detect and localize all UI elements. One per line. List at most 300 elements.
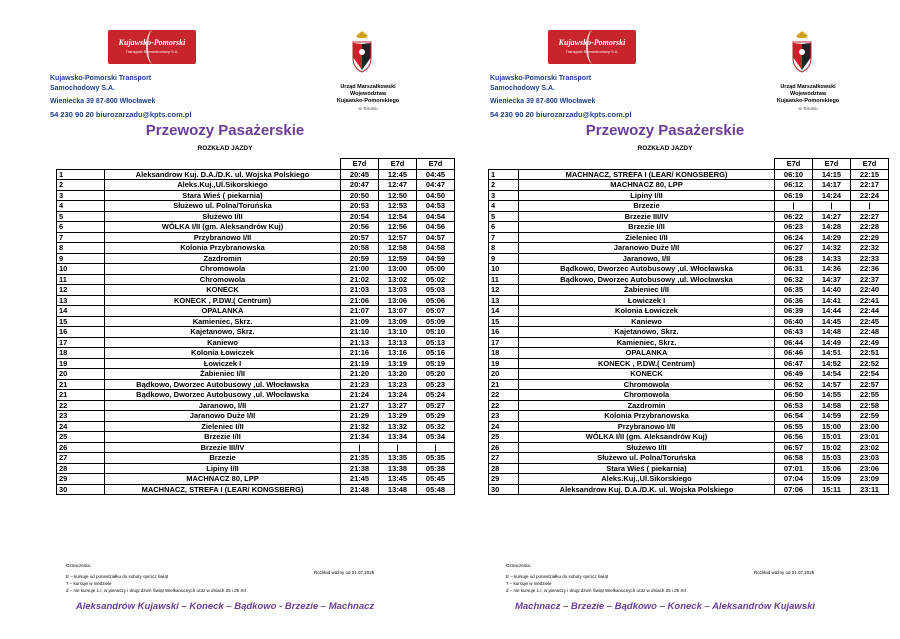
departure-time: 22:44 bbox=[851, 306, 889, 317]
departure-time: 06:54 bbox=[775, 411, 813, 422]
stop-number: 9 bbox=[489, 253, 519, 264]
departure-time: 05:09 bbox=[417, 316, 455, 327]
stop-number: 18 bbox=[489, 348, 519, 359]
stop-number: 14 bbox=[489, 306, 519, 317]
stop-number: 18 bbox=[57, 348, 105, 359]
stop-name: WÓLKA I/II (gm. Aleksandrów Kuj) bbox=[519, 432, 775, 443]
table-row bbox=[489, 432, 889, 443]
stop-number: 13 bbox=[489, 295, 519, 306]
stop-number: 4 bbox=[489, 201, 519, 212]
stop-name: Chromowola bbox=[519, 379, 775, 390]
departure-time: 20:47 bbox=[341, 180, 379, 191]
departure-time: | bbox=[379, 442, 417, 453]
departure-time: 06:36 bbox=[775, 295, 813, 306]
table-row bbox=[489, 484, 889, 495]
timetable-page-return bbox=[450, 0, 880, 639]
departure-time: 06:32 bbox=[775, 274, 813, 285]
departure-time: 14:45 bbox=[813, 316, 851, 327]
stop-name: Służewo ul. Polna/Toruńska bbox=[105, 201, 341, 212]
departure-time: 14:40 bbox=[813, 285, 851, 296]
company-logo: Kujawsko-Pomorski Transport Samochodowy S.A. bbox=[548, 30, 636, 64]
stop-number: 4 bbox=[57, 201, 105, 212]
table-row bbox=[489, 358, 889, 369]
timetable-table bbox=[56, 158, 455, 495]
departure-time: 21:03 bbox=[341, 285, 379, 296]
stop-number: 1 bbox=[489, 169, 519, 180]
departure-time: 05:38 bbox=[417, 463, 455, 474]
stop-number: 29 bbox=[489, 474, 519, 485]
stop-number: 12 bbox=[489, 285, 519, 296]
departure-time: 21:07 bbox=[341, 306, 379, 317]
page-title: Przewozy Pasażerskie bbox=[145, 122, 305, 139]
departure-time: 14:32 bbox=[813, 243, 851, 254]
stop-number: 2 bbox=[489, 180, 519, 191]
departure-time: 23:03 bbox=[851, 453, 889, 464]
stop-number: 11 bbox=[57, 274, 105, 285]
company-name: Kujawsko-Pomorski Transport Samochodowy S.A. bbox=[50, 75, 152, 92]
departure-time: 05:27 bbox=[417, 400, 455, 411]
departure-time: 14:24 bbox=[813, 190, 851, 201]
stop-number: 22 bbox=[489, 390, 519, 401]
departure-time: 14:54 bbox=[813, 369, 851, 380]
departure-time: 21:35 bbox=[341, 453, 379, 464]
departure-time: 14:51 bbox=[813, 348, 851, 359]
stop-number: 21 bbox=[489, 379, 519, 390]
departure-time: 05:02 bbox=[417, 274, 455, 285]
table-row bbox=[489, 274, 889, 285]
table-row bbox=[489, 211, 889, 222]
departure-time: 13:23 bbox=[379, 379, 417, 390]
page-subtitle: ROZKŁAD JAZDY bbox=[197, 145, 253, 152]
departure-time: 15:09 bbox=[813, 474, 851, 485]
stop-name: Brzezie I/II bbox=[519, 222, 775, 233]
departure-time: 22:45 bbox=[851, 316, 889, 327]
stop-name: Brzezie bbox=[519, 201, 775, 212]
departure-time: 22:24 bbox=[851, 190, 889, 201]
departure-time: | bbox=[851, 201, 889, 212]
stop-name: KONECK bbox=[519, 369, 775, 380]
departure-time: 21:38 bbox=[341, 463, 379, 474]
departure-time: 13:07 bbox=[379, 306, 417, 317]
validity-note: Rozkład ważny od 01.07.2025 bbox=[754, 570, 815, 575]
departure-time: 13:09 bbox=[379, 316, 417, 327]
stop-number: 7 bbox=[489, 232, 519, 243]
departure-time: 22:54 bbox=[851, 369, 889, 380]
departure-time: 21:13 bbox=[341, 337, 379, 348]
stop-number: 27 bbox=[489, 453, 519, 464]
departure-time: 05:07 bbox=[417, 306, 455, 317]
stop-number: 11 bbox=[489, 274, 519, 285]
route-name: Machnacz – Brzezie – Bądkowo – Koneck – Aleksandrów Kujawski bbox=[514, 601, 816, 612]
departure-time: 22:59 bbox=[851, 411, 889, 422]
stop-number: 24 bbox=[57, 421, 105, 432]
departure-time: 06:40 bbox=[775, 316, 813, 327]
departure-time: 06:46 bbox=[775, 348, 813, 359]
departure-time: 06:19 bbox=[775, 190, 813, 201]
departure-time: 14:44 bbox=[813, 306, 851, 317]
departure-time: 12:45 bbox=[379, 169, 417, 180]
departure-time: 20:58 bbox=[341, 243, 379, 254]
departure-time: 06:57 bbox=[775, 442, 813, 453]
stop-number: 10 bbox=[57, 264, 105, 275]
departure-time: | bbox=[813, 201, 851, 212]
departure-time: 22:37 bbox=[851, 274, 889, 285]
stop-number: 20 bbox=[489, 369, 519, 380]
departure-time: 13:32 bbox=[379, 421, 417, 432]
table-row bbox=[489, 253, 889, 264]
table-row bbox=[57, 421, 455, 432]
departure-time: 15:01 bbox=[813, 432, 851, 443]
stop-number: 26 bbox=[57, 442, 105, 453]
departure-time: 05:29 bbox=[417, 411, 455, 422]
table-row bbox=[489, 421, 889, 432]
stop-name: MACHNACZ, STREFA I (LEAR/ KONGSBERG) bbox=[519, 169, 775, 180]
departure-time: 13:38 bbox=[379, 463, 417, 474]
page-subtitle: ROZKŁAD JAZDY bbox=[637, 145, 693, 152]
departure-time: 22:28 bbox=[851, 222, 889, 233]
stop-name: Brzezie III/IV bbox=[519, 211, 775, 222]
departure-time: 06:31 bbox=[775, 264, 813, 275]
departure-time: 13:24 bbox=[379, 390, 417, 401]
table-row bbox=[489, 190, 889, 201]
table-row bbox=[57, 400, 455, 411]
departure-time: 12:50 bbox=[379, 190, 417, 201]
departure-time: 13:06 bbox=[379, 295, 417, 306]
timetable-table bbox=[488, 158, 889, 495]
departure-time: 06:12 bbox=[775, 180, 813, 191]
departure-time: 21:16 bbox=[341, 348, 379, 359]
stop-number: 29 bbox=[57, 474, 105, 485]
stop-name: Żabieniec I/II bbox=[519, 285, 775, 296]
validity-note: Rozkład ważny od 01.07.2025 bbox=[314, 570, 375, 575]
departure-time: 05:23 bbox=[417, 379, 455, 390]
departure-time: 06:52 bbox=[775, 379, 813, 390]
stop-number: 25 bbox=[489, 432, 519, 443]
table-row bbox=[57, 474, 455, 485]
table-row bbox=[57, 180, 455, 191]
table-row bbox=[57, 264, 455, 275]
stop-number: 6 bbox=[57, 222, 105, 233]
departure-time: 13:19 bbox=[379, 358, 417, 369]
departure-time: 14:49 bbox=[813, 337, 851, 348]
table-row bbox=[489, 337, 889, 348]
stop-name: Stara Wieś ( piekarnia) bbox=[519, 463, 775, 474]
stop-number: 8 bbox=[489, 243, 519, 254]
stop-number: 19 bbox=[489, 358, 519, 369]
departure-time: 12:57 bbox=[379, 232, 417, 243]
departure-time: 20:59 bbox=[341, 253, 379, 264]
departure-time: 22:52 bbox=[851, 358, 889, 369]
departure-time: 23:02 bbox=[851, 442, 889, 453]
stop-number: 10 bbox=[489, 264, 519, 275]
departure-time: 07:01 bbox=[775, 463, 813, 474]
departure-time: 06:56 bbox=[775, 432, 813, 443]
stop-number: 14 bbox=[57, 306, 105, 317]
departure-time: 20:54 bbox=[341, 211, 379, 222]
table-row bbox=[489, 201, 889, 212]
departure-time: 21:27 bbox=[341, 400, 379, 411]
stop-number: 28 bbox=[489, 463, 519, 474]
departure-time: 14:57 bbox=[813, 379, 851, 390]
departure-time: 14:17 bbox=[813, 180, 851, 191]
page-title: Przewozy Pasażerskie bbox=[585, 122, 745, 139]
stop-name: Bądkowo, Dworzec Autobusowy ,ul. Włocławska bbox=[105, 379, 341, 390]
stop-name: Łowiczek I bbox=[519, 295, 775, 306]
table-row bbox=[57, 369, 455, 380]
table-row bbox=[57, 358, 455, 369]
departure-time: 14:52 bbox=[813, 358, 851, 369]
table-row bbox=[489, 390, 889, 401]
table-row bbox=[57, 379, 455, 390]
stop-number: 5 bbox=[57, 211, 105, 222]
stop-name: Kaniewo bbox=[105, 337, 341, 348]
column-header: E7d bbox=[341, 159, 379, 170]
table-row bbox=[57, 211, 455, 222]
stop-name: Jaranowo Duże I/II bbox=[105, 411, 341, 422]
departure-time: 21:34 bbox=[341, 432, 379, 443]
table-row bbox=[57, 337, 455, 348]
departure-time: 12:59 bbox=[379, 253, 417, 264]
stop-name: Aleks.Kuj.,Ul.Sikorskiego bbox=[105, 180, 341, 191]
departure-time: 06:22 bbox=[775, 211, 813, 222]
stop-name: Kamieniec, Skrz. bbox=[105, 316, 341, 327]
departure-time: 04:54 bbox=[417, 211, 455, 222]
route-name: Aleksandrów Kujawski – Koneck – Bądkowo - Brzezie – Machnacz bbox=[75, 601, 375, 612]
table-row bbox=[489, 442, 889, 453]
stop-name: Kolonia Przybranowska bbox=[105, 243, 341, 254]
departure-time: 22:41 bbox=[851, 295, 889, 306]
table-row bbox=[57, 274, 455, 285]
table-row bbox=[489, 243, 889, 254]
stop-number: 6 bbox=[489, 222, 519, 233]
column-header: E7d bbox=[813, 159, 851, 170]
stop-name: Kajetanowo, Skrz. bbox=[105, 327, 341, 338]
departure-time: 06:43 bbox=[775, 327, 813, 338]
departure-time: 07:06 bbox=[775, 484, 813, 495]
table-row bbox=[57, 463, 455, 474]
departure-time: 22:48 bbox=[851, 327, 889, 338]
departure-time: 05:00 bbox=[417, 264, 455, 275]
table-row bbox=[489, 295, 889, 306]
departure-time: 04:53 bbox=[417, 201, 455, 212]
stop-number: 16 bbox=[489, 327, 519, 338]
stop-name: Aleksandrow Kuj. D.A./D.K. ul. Wojska Polskiego bbox=[105, 169, 341, 180]
stop-name: Brzezie I/II bbox=[105, 432, 341, 443]
stop-number: 28 bbox=[57, 463, 105, 474]
departure-time: 04:57 bbox=[417, 232, 455, 243]
stop-number: 17 bbox=[489, 337, 519, 348]
departure-time: 21:19 bbox=[341, 358, 379, 369]
departure-time: 04:45 bbox=[417, 169, 455, 180]
departure-time: 22:51 bbox=[851, 348, 889, 359]
departure-time: 05:19 bbox=[417, 358, 455, 369]
departure-time: 21:45 bbox=[341, 474, 379, 485]
stop-number: 26 bbox=[489, 442, 519, 453]
stop-number: 21 bbox=[57, 390, 105, 401]
departure-time: 13:34 bbox=[379, 432, 417, 443]
company-contact: 54 230 90 20 biurozarzadu@kpts.com.pl bbox=[50, 110, 192, 119]
table-row bbox=[57, 222, 455, 233]
departure-time: 06:24 bbox=[775, 232, 813, 243]
departure-time: 04:47 bbox=[417, 180, 455, 191]
stop-number: 24 bbox=[489, 421, 519, 432]
departure-time: 06:53 bbox=[775, 400, 813, 411]
departure-time: 05:34 bbox=[417, 432, 455, 443]
departure-time: 14:59 bbox=[813, 411, 851, 422]
departure-time: 05:24 bbox=[417, 390, 455, 401]
table-row bbox=[489, 348, 889, 359]
departure-time: 21:02 bbox=[341, 274, 379, 285]
departure-time: 21:23 bbox=[341, 379, 379, 390]
stop-name: Bądkowo, Dworzec Autobusowy ,ul. Włocławska bbox=[105, 390, 341, 401]
departure-time: 12:47 bbox=[379, 180, 417, 191]
table-row bbox=[57, 169, 455, 180]
table-row bbox=[57, 253, 455, 264]
stop-name: Lipiny I/II bbox=[519, 190, 775, 201]
departure-time: 05:13 bbox=[417, 337, 455, 348]
departure-time: 22:55 bbox=[851, 390, 889, 401]
departure-time: 14:48 bbox=[813, 327, 851, 338]
stop-name: Kolonia Łowiczek bbox=[519, 306, 775, 317]
stop-number: 22 bbox=[489, 400, 519, 411]
table-row bbox=[57, 442, 455, 453]
departure-time: 21:48 bbox=[341, 484, 379, 495]
departure-time: 14:55 bbox=[813, 390, 851, 401]
departure-time: 13:03 bbox=[379, 285, 417, 296]
company-contact: 54 230 90 20 biurozarzadu@kpts.com.pl bbox=[490, 110, 632, 119]
departure-time: 14:36 bbox=[813, 264, 851, 275]
departure-time: 21:29 bbox=[341, 411, 379, 422]
table-row bbox=[57, 306, 455, 317]
stop-name: WÓLKA I/II (gm. Aleksandrów Kuj) bbox=[105, 222, 341, 233]
departure-time: 06:10 bbox=[775, 169, 813, 180]
stop-name: Brzezie bbox=[105, 453, 341, 464]
table-row bbox=[489, 316, 889, 327]
stop-number: 30 bbox=[489, 484, 519, 495]
table-row bbox=[57, 327, 455, 338]
company-name: Kujawsko-Pomorski Transport Samochodowy S.A. bbox=[490, 75, 592, 92]
stop-name: KONECK bbox=[105, 285, 341, 296]
stop-name: Służewo ul. Polna/Toruńska bbox=[519, 453, 775, 464]
table-row bbox=[489, 169, 889, 180]
departure-time: 14:29 bbox=[813, 232, 851, 243]
departure-time: 06:39 bbox=[775, 306, 813, 317]
departure-time: 15:00 bbox=[813, 421, 851, 432]
table-row bbox=[489, 369, 889, 380]
stop-number: 30 bbox=[57, 484, 105, 495]
departure-time: 12:53 bbox=[379, 201, 417, 212]
timetable-page-outbound bbox=[10, 0, 446, 639]
stop-name: Lipiny I/II bbox=[105, 463, 341, 474]
departure-time: 13:02 bbox=[379, 274, 417, 285]
departure-time: 13:16 bbox=[379, 348, 417, 359]
stop-name: Kamieniec, Skrz. bbox=[519, 337, 775, 348]
departure-time: 14:33 bbox=[813, 253, 851, 264]
departure-time: 20:53 bbox=[341, 201, 379, 212]
departure-time: | bbox=[341, 442, 379, 453]
table-row bbox=[489, 306, 889, 317]
departure-time: 05:45 bbox=[417, 474, 455, 485]
stop-number: 9 bbox=[57, 253, 105, 264]
table-row bbox=[57, 285, 455, 296]
departure-time: 14:15 bbox=[813, 169, 851, 180]
stop-name: Łowiczek I bbox=[105, 358, 341, 369]
stop-name: Służewo I/II bbox=[519, 442, 775, 453]
table-row bbox=[489, 453, 889, 464]
stop-name: Kolonia Przybranowska bbox=[519, 411, 775, 422]
table-row bbox=[489, 180, 889, 191]
departure-time: 21:06 bbox=[341, 295, 379, 306]
table-row bbox=[489, 379, 889, 390]
departure-time: 22:17 bbox=[851, 180, 889, 191]
stop-name: Aleks.Kuj.,Ul.Sikorskiego bbox=[519, 474, 775, 485]
departure-time: 13:27 bbox=[379, 400, 417, 411]
departure-time: 14:41 bbox=[813, 295, 851, 306]
departure-time: 13:29 bbox=[379, 411, 417, 422]
stop-name: Przybranowo I/II bbox=[105, 232, 341, 243]
departure-time: 06:58 bbox=[775, 453, 813, 464]
departure-time: 12:56 bbox=[379, 222, 417, 233]
departure-time: 22:27 bbox=[851, 211, 889, 222]
table-row bbox=[57, 432, 455, 443]
stop-name: Jaranowo, I/II bbox=[105, 400, 341, 411]
company-address: Wieniecka 39 87-800 Włocławek bbox=[50, 98, 156, 105]
stop-number: 15 bbox=[57, 316, 105, 327]
departure-time: 15:11 bbox=[813, 484, 851, 495]
departure-time: 13:00 bbox=[379, 264, 417, 275]
stop-number: 12 bbox=[57, 285, 105, 296]
departure-time: 23:00 bbox=[851, 421, 889, 432]
stop-name: Zazdromin bbox=[105, 253, 341, 264]
departure-time: 23:09 bbox=[851, 474, 889, 485]
departure-time: 23:01 bbox=[851, 432, 889, 443]
table-row bbox=[489, 474, 889, 485]
departure-time: 06:23 bbox=[775, 222, 813, 233]
stop-number: 27 bbox=[57, 453, 105, 464]
stop-name: Bądkowo, Dworzec Autobusowy ,ul. Włocławska bbox=[519, 274, 775, 285]
stop-number: 19 bbox=[57, 358, 105, 369]
departure-time: 14:58 bbox=[813, 400, 851, 411]
table-header-row bbox=[57, 159, 455, 170]
departure-time: 06:55 bbox=[775, 421, 813, 432]
stop-name: Stara Wieś ( piekarnia) bbox=[105, 190, 341, 201]
table-row bbox=[57, 348, 455, 359]
departure-time: 06:27 bbox=[775, 243, 813, 254]
departure-time: 22:58 bbox=[851, 400, 889, 411]
company-address: Wieniecka 39 87-800 Włocławek bbox=[490, 98, 596, 105]
stop-number: 22 bbox=[57, 400, 105, 411]
departure-time: 04:58 bbox=[417, 243, 455, 254]
departure-time: 20:45 bbox=[341, 169, 379, 180]
departure-time: 22:15 bbox=[851, 169, 889, 180]
stop-name: Zieleniec I/II bbox=[519, 232, 775, 243]
departure-time: 21:09 bbox=[341, 316, 379, 327]
departure-time: 04:59 bbox=[417, 253, 455, 264]
table-row bbox=[489, 264, 889, 275]
departure-time: 05:48 bbox=[417, 484, 455, 495]
departure-time: 21:00 bbox=[341, 264, 379, 275]
table-header-row bbox=[489, 159, 889, 170]
table-row bbox=[57, 295, 455, 306]
departure-time: 22:57 bbox=[851, 379, 889, 390]
coat-of-arms-icon bbox=[350, 30, 374, 80]
stop-number: 17 bbox=[57, 337, 105, 348]
table-row bbox=[57, 484, 455, 495]
departure-time: 13:10 bbox=[379, 327, 417, 338]
departure-time: 05:06 bbox=[417, 295, 455, 306]
table-row bbox=[57, 232, 455, 243]
table-row bbox=[489, 327, 889, 338]
